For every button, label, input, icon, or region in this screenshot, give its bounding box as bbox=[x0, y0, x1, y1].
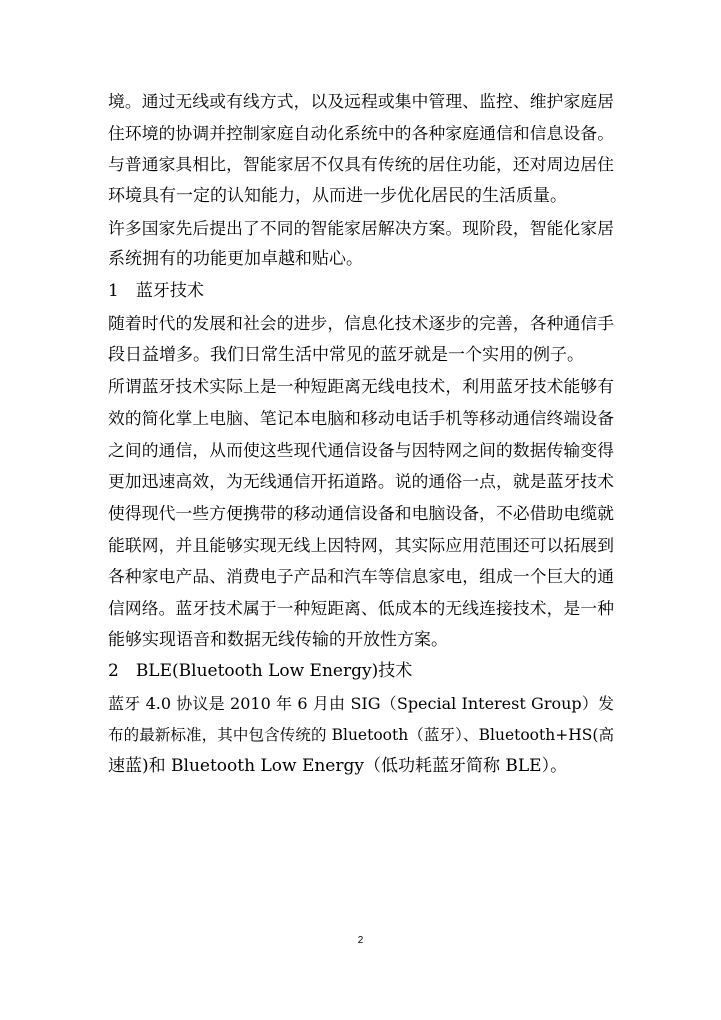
paragraph bbox=[108, 688, 614, 783]
text-line: 环境具有一定的认知能力，从而进一步优化居民的生活质量。 bbox=[108, 186, 567, 207]
text-line: 能够实现语音和数据无线传输的开放性方案。 bbox=[108, 629, 448, 650]
text-line: 随着时代的发展和社会的进步，信息化技术逐步的完善，各种通信手 bbox=[108, 312, 614, 333]
text-line: 许多国家先后提出了不同的智能家居解决方案。现阶段，智能化家居 bbox=[108, 217, 614, 238]
text-line: 与普通家具相比，智能家居不仅具有传统的居住功能，还对周边居住 bbox=[108, 154, 614, 175]
text-line: 能联网，并且能够实现无线上因特网，其实际应用范围还可以拓展到 bbox=[108, 534, 614, 555]
text-line: 使得现代一些方便携带的移动通信设备和电脑设备，不必借助电缆就 bbox=[108, 502, 614, 523]
text-line: 更加迅速高效，为无线通信开拓道路。说的通俗一点，就是蓝牙技术 bbox=[108, 471, 614, 492]
paragraph bbox=[108, 213, 614, 276]
heading-text: 1 蓝牙技术 bbox=[108, 281, 204, 302]
paragraph bbox=[108, 371, 614, 656]
text-line: 各种家电产品、消费电子产品和汽车等信息家电，组成一个巨大的通 bbox=[108, 566, 614, 587]
text-line: 住环境的协调并控制家庭自动化系统中的各种家庭通信和信息设备。 bbox=[108, 122, 614, 143]
section-heading bbox=[108, 276, 614, 308]
text-line: 系统拥有的功能更加卓越和贴心。 bbox=[108, 249, 363, 270]
text-line: 之间的通信，从而使这些现代通信设备与因特网之间的数据传输变得 bbox=[108, 439, 614, 460]
heading-text: 2 BLE(Bluetooth Low Energy)技术 bbox=[108, 661, 413, 682]
text-line: 布的最新标准，其中包含传统的 Bluetooth（蓝牙）、Bluetooth+HS(高 bbox=[108, 725, 614, 744]
paragraph bbox=[108, 308, 614, 371]
text-line: 所谓蓝牙技术实际上是一种短距离无线电技术，利用蓝牙技术能够有 bbox=[108, 376, 614, 397]
page-number: 2 bbox=[357, 935, 364, 946]
text-line: 蓝牙 4.0 协议是 2010 年 6 月由 SIG（Special Interest Group）发 bbox=[108, 694, 614, 714]
text-line: 效的简化掌上电脑、笔记本电脑和移动电话手机等移动通信终端设备 bbox=[108, 407, 614, 428]
text-line: 信网络。蓝牙技术属于一种短距离、低成本的无线连接技术，是一种 bbox=[108, 598, 614, 618]
document-body bbox=[108, 86, 614, 783]
text-line: 速蓝)和 Bluetooth Low Energy（低功耗蓝牙简称 BLE）。 bbox=[108, 756, 568, 777]
text-line: 境。通过无线或有线方式，以及远程或集中管理、监控、维护家庭居 bbox=[108, 91, 614, 111]
text-line: 段日益增多。我们日常生活中常见的蓝牙就是一个实用的例子。 bbox=[108, 344, 584, 365]
paragraph bbox=[108, 86, 614, 213]
section-heading bbox=[108, 656, 614, 688]
